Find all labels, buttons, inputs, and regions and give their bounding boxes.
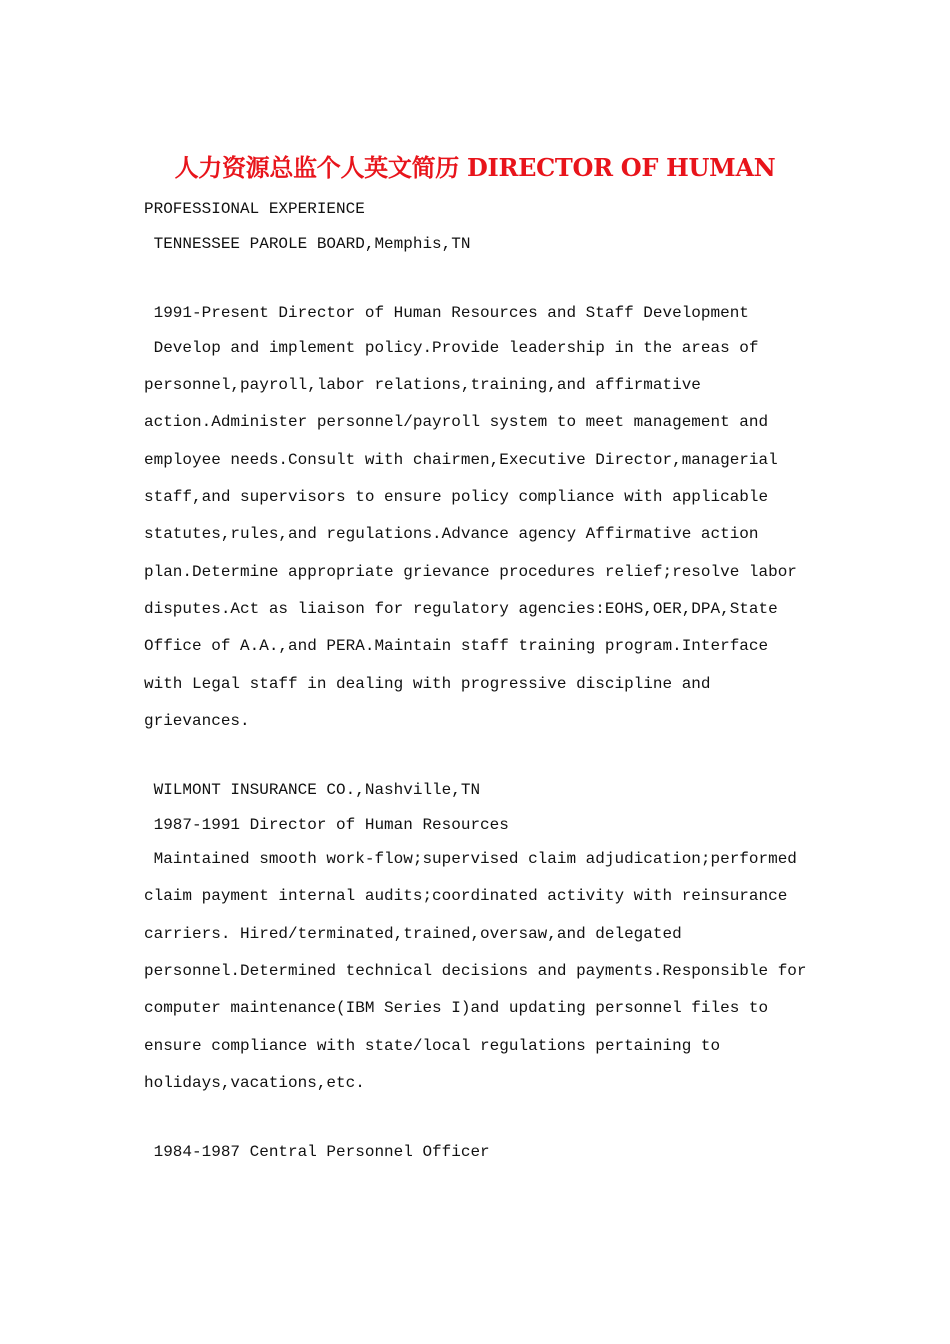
employer-line: WILMONT INSURANCE CO.,Nashville,TN xyxy=(144,781,481,799)
paragraph-line: action.Administer personnel/payroll system to meet management and xyxy=(144,413,769,431)
paragraph-line: carriers. Hired/terminated,trained,oversaw,and delegated xyxy=(144,925,682,943)
paragraph-line: disputes.Act as liaison for regulatory agencies:EOHS,OER,DPA,State xyxy=(144,600,778,618)
paragraph-line: statutes,rules,and regulations.Advance agency Affirmative action xyxy=(144,525,759,543)
paragraph-line: holidays,vacations,etc. xyxy=(144,1074,365,1092)
paragraph-line: computer maintenance(IBM Series I)and updating personnel files to xyxy=(144,999,769,1017)
section-heading: PROFESSIONAL EXPERIENCE xyxy=(144,200,365,218)
position-line: 1987-1991 Director of Human Resources xyxy=(144,816,509,834)
paragraph-line: employee needs.Consult with chairmen,Executive Director,managerial xyxy=(144,451,778,469)
employer-line: TENNESSEE PAROLE BOARD,Memphis,TN xyxy=(144,235,471,253)
paragraph-line: Office of A.A.,and PERA.Maintain staff training program.Interface xyxy=(144,637,769,655)
paragraph-line: grievances. xyxy=(144,712,250,730)
position-line: 1991-Present Director of Human Resources and Staff Development xyxy=(144,304,749,322)
paragraph-line: with Legal staff in dealing with progressive discipline and xyxy=(144,675,711,693)
paragraph-line: Develop and implement policy.Provide leadership in the areas of xyxy=(144,339,759,357)
paragraph-line: staff,and supervisors to ensure policy compliance with applicable xyxy=(144,488,769,506)
paragraph-line: personnel.Determined technical decisions and payments.Responsible for xyxy=(144,962,807,980)
paragraph-line: claim payment internal audits;coordinated activity with reinsurance xyxy=(144,887,788,905)
paragraph-line: Maintained smooth work-flow;supervised claim adjudication;performed xyxy=(144,850,797,868)
document-title: 人力资源总监个人英文简历 DIRECTOR OF HUMAN xyxy=(174,153,776,182)
position-line: 1984-1987 Central Personnel Officer xyxy=(144,1143,490,1161)
paragraph-line: personnel,payroll,labor relations,training,and affirmative xyxy=(144,376,701,394)
paragraph-line: plan.Determine appropriate grievance procedures relief;resolve labor xyxy=(144,563,797,581)
paragraph-line: ensure compliance with state/local regulations pertaining to xyxy=(144,1037,721,1055)
resume-body xyxy=(144,0,824,1161)
